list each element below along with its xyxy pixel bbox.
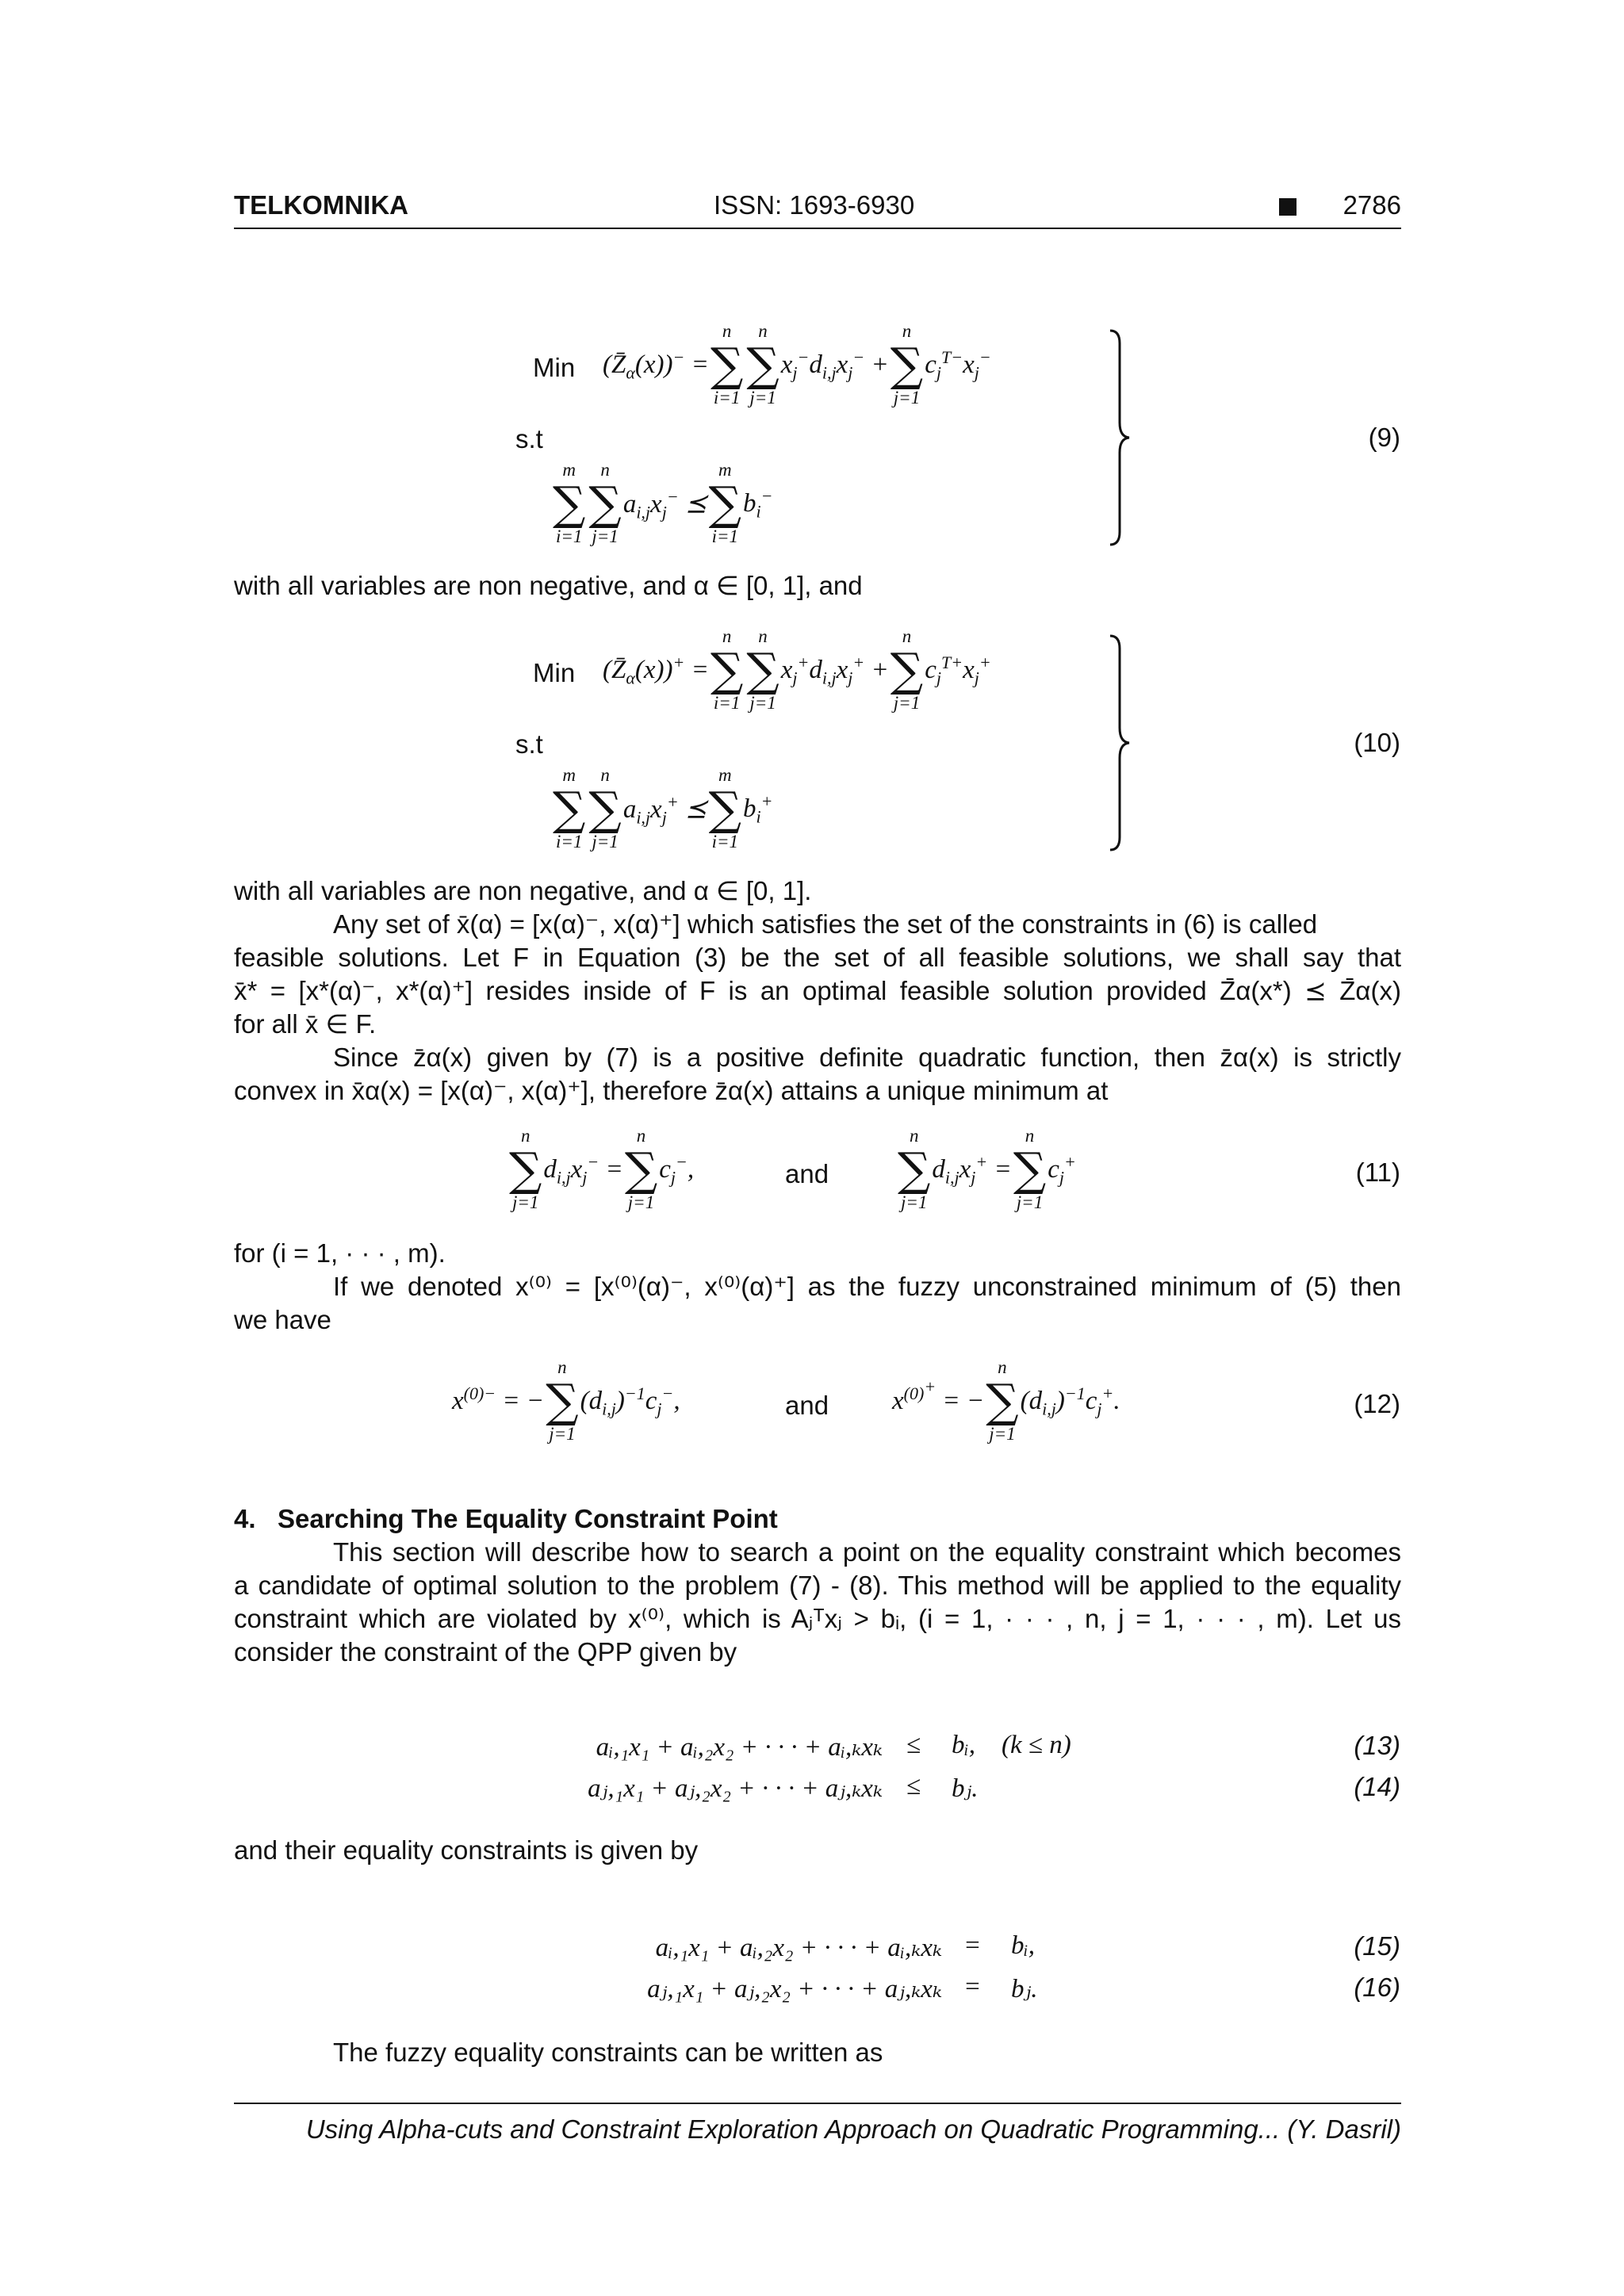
header-rule (234, 228, 1401, 229)
equation-number: (12) (1354, 1389, 1400, 1418)
running-header (234, 190, 1401, 230)
para-line: Since z̄α(x) given by (7) is a positive definite quadratic function, then z̄α(x) is strictly (333, 1043, 1401, 1072)
equation-16 (0, 1973, 1624, 2008)
para-line: for all x̄ ∈ F. (234, 1009, 377, 1039)
equation-12 (0, 1357, 1624, 1460)
eq-rel: ≤ (906, 1772, 921, 1800)
min-label: Min (533, 658, 576, 687)
eq-rel: = (963, 1973, 982, 2001)
eq-rel: ≤ (906, 1731, 921, 1759)
equation-9 (0, 321, 1624, 551)
objective-expression: $(Z̄_\alpha(x))^+$ = n ∑ i=1 n ∑ j=1 $x_j^+d_{i,j}x_j^+$ + n ∑ j=1 $c_j^{T+}x_j^+$ (603, 626, 991, 713)
paragraph-feasible (234, 908, 1401, 1041)
equation-11 (0, 1126, 1624, 1229)
equation-number: (10) (1354, 728, 1400, 757)
equation-number: (14) (1354, 1772, 1400, 1801)
plus-condition: n ∑ j=1 $d_{i,j}x_j^+$ = n ∑ j=1 $c_j^+$ (898, 1126, 1076, 1212)
constraint-expression: m ∑ i=1 n ∑ j=1 $a_{i,j}x_j^+$ ⪯ m ∑ i=1 $b_i^+$ (553, 765, 773, 851)
equation-number: (15) (1354, 1931, 1400, 1961)
equation-10 (0, 626, 1624, 856)
para-line: Any set of x̄(α) = [x(α)⁻, x(α)⁺] which satisfies the set of the constraints in (6) is called (333, 909, 1318, 939)
text-after-14: and their equality constraints is given by (234, 1835, 699, 1865)
objective-expression: $(Z̄_\alpha(x))^-$ = n ∑ i=1 n ∑ j=1 $x_j^-d_{i,j}x_j^-$ + n ∑ j=1 $c_j^{T-}x_j^-$ (603, 321, 991, 408)
and-label: and (785, 1391, 829, 1420)
eq-rhs: bⱼ. (952, 1774, 979, 1803)
equation-number: (11) (1355, 1158, 1400, 1187)
journal-name: TELKOMNIKA (234, 190, 408, 220)
minus-condition: n ∑ j=1 $d_{i,j}x_j^-$ = n ∑ j=1 $c_j^-$, (509, 1126, 695, 1212)
para-line: a candidate of optimal solution to the problem (7) - (8). This method will be applied to the equality (234, 1571, 1401, 1600)
eq-lhs: aⱼ,₁x₁ + aⱼ,₂x₂ + · · · + aⱼ,ₖxₖ (647, 1975, 942, 2003)
para-line: constraint which are violated by x⁽⁰⁾, which is Aⱼᵀxⱼ > bᵢ, (i = 1, · · · , n, j = 1, · · · , m). Let us (234, 1604, 1401, 1633)
constraint-expression: m ∑ i=1 n ∑ j=1 $a_{i,j}x_j^-$ ⪯ m ∑ i=1 $b_i^-$ (553, 460, 773, 546)
equation-13 (0, 1731, 1624, 1766)
para-line: x̄* = [x*(α)⁻, x*(α)⁺] resides inside of F is an optimal feasible solution provided Z̄α(x*) ⪯ Z̄α(x) (234, 976, 1401, 1005)
paragraph-unconstrained (234, 1270, 1401, 1337)
eq-rel: = (963, 1931, 982, 1960)
section-4-paragraph (234, 1536, 1401, 1669)
para-line: convex in x̄α(x) = [x(α)⁻, x(α)⁺], therefore z̄α(x) attains a unique minimum at (234, 1076, 1109, 1105)
para-line: consider the constraint of the QPP given by (234, 1637, 737, 1667)
footer-rule (234, 2103, 1401, 2104)
para-line: feasible solutions. Let F in Equation (3) be the set of all feasible solutions, we shall say that (234, 943, 1401, 972)
equation-14 (0, 1772, 1624, 1808)
para-line: This section will describe how to search a point on the equality constraint which becomes (333, 1537, 1401, 1567)
text-after-9: with all variables are non negative, and α ∈ [0, 1], and (234, 571, 863, 600)
eq-rhs: bᵢ, (1011, 1931, 1035, 1960)
text-final: The fuzzy equality constraints can be written as (333, 2038, 883, 2067)
st-label: s.t (515, 424, 543, 453)
eq-lhs: aᵢ,₁x₁ + aᵢ,₂x₂ + · · · + aᵢ,ₖxₖ (596, 1733, 883, 1762)
eq-lhs: aᵢ,₁x₁ + aᵢ,₂x₂ + · · · + aᵢ,ₖxₖ (655, 1934, 942, 1962)
running-title: Using Alpha-cuts and Constraint Exploration Approach on Quadratic Programming... (Y. Dasril) (305, 2114, 1401, 2144)
st-label: s.t (515, 729, 543, 759)
minus-minimum: $x^{(0)-}$ = − n ∑ j=1 $(d_{i,j})^{-1}c_j^-$, (452, 1357, 680, 1444)
equation-number: (13) (1354, 1731, 1400, 1760)
eq-rhs: bᵢ, (k ≤ n) (952, 1731, 1071, 1759)
issn: ISSN: 1693-6930 (714, 190, 915, 220)
eq-rhs: bⱼ. (1011, 1975, 1038, 2003)
para-line: If we denoted x⁽⁰⁾ = [x⁽⁰⁾(α)⁻, x⁽⁰⁾(α)⁺] as the fuzzy unconstrained minimum of (5) then (333, 1272, 1401, 1301)
text-after-11: for (i = 1, · · · , m). (234, 1238, 446, 1268)
right-brace-icon (1109, 634, 1132, 852)
section-heading: 4. Searching The Equality Constraint Point (234, 1504, 778, 1533)
text-after-10: with all variables are non negative, and α ∈ [0, 1]. (234, 876, 812, 905)
eq-lhs: aⱼ,₁x₁ + aⱼ,₂x₂ + · · · + aⱼ,ₖxₖ (588, 1774, 883, 1803)
plus-minimum: $x^{(0)^+}$ = − n ∑ j=1 $(d_{i,j})^{-1}c_j^+$. (892, 1357, 1120, 1444)
right-brace-icon (1109, 329, 1132, 547)
square-bullet-icon (1279, 198, 1297, 216)
paragraph-convex (234, 1041, 1401, 1108)
equation-15 (0, 1931, 1624, 1967)
min-label: Min (533, 353, 576, 382)
and-label: and (785, 1159, 829, 1188)
para-line: we have (234, 1305, 331, 1334)
equation-number: (9) (1368, 423, 1400, 452)
equation-number: (16) (1354, 1973, 1400, 2002)
page-number: 2786 (1342, 190, 1401, 220)
